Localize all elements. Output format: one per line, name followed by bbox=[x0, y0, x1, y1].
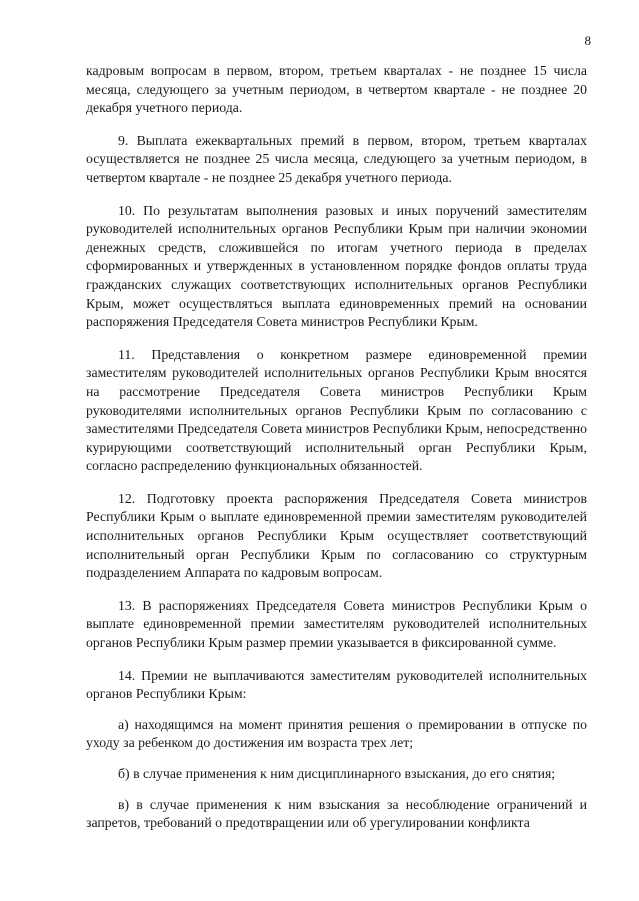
paragraph-14: 14. Премии не выплачиваются заместителям руководителей исполнительных органов Республики Крым: bbox=[86, 667, 587, 702]
paragraph-11: 11. Представления о конкретном размере единовременной премии заместителям руководителей исполнительных органов Республики Крым вносятся на рассмотрение Председателя Совета министров Республики Крым руководителями исполнительных органов Республики Крым по согласованию с заместителями Председателя Совета министров Республики Крым, непосредственно курирующими соответствующий исполнительный орган Республики Крым, согласно распределению функциональных обязанностей. bbox=[86, 346, 587, 474]
paragraph-12: 12. Подготовку проекта распоряжения Председателя Совета министров Республики Крым о выплате единовременной премии заместителям руководителей исполнительных органов Республики Крым осуществляет соответствующий исполнительный орган Республики Крым по согласованию со структурным подразделением Аппарата по кадровым вопросам. bbox=[86, 490, 587, 581]
paragraph-14-a: а) находящимся на момент принятия решения о премировании в отпуске по уходу за ребенком до достижения им возраста трех лет; bbox=[86, 716, 587, 751]
paragraph-14-c: в) в случае применения к ним взыскания за несоблюдение ограничений и запретов, требований о предотвращении или об урегулировании конфликта bbox=[86, 796, 587, 831]
paragraph-continuation: кадровым вопросам в первом, втором, третьем кварталах - не позднее 15 числа месяца, следующего за учетным периодом, в четвертом квартале - не позднее 20 декабря учетного периода. bbox=[86, 63, 587, 116]
paragraph-14-b: б) в случае применения к ним дисциплинарного взыскания, до его снятия; bbox=[118, 766, 556, 781]
document-body bbox=[86, 62, 587, 847]
page-number: 8 bbox=[584, 33, 591, 48]
paragraph-10: 10. По результатам выполнения разовых и иных поручений заместителям руководителей исполнительных органов Республики Крым при наличии экономии денежных средств, сложившейся по итогам учетного периода в пределах сформированных и утвержденных в установленном порядке фондов оплаты труда гражданских служащих соответствующих исполнительных органов Республики Крым, может осуществляться выплата единовременных премий на основании распоряжения Председателя Совета министров Республики Крым. bbox=[86, 202, 587, 330]
paragraph-13: 13. В распоряжениях Председателя Совета министров Республики Крым о выплате единовременной премии заместителям руководителей исполнительных органов Республики Крым размер премии указывается в фиксированной сумме. bbox=[86, 597, 587, 651]
paragraph-9: 9. Выплата ежеквартальных премий в первом, втором, третьем кварталах осуществляется не позднее 25 числа месяца, следующего за учетным периодом, в четвертом квартале - не позднее 25 декабря учетного периода. bbox=[86, 132, 587, 185]
